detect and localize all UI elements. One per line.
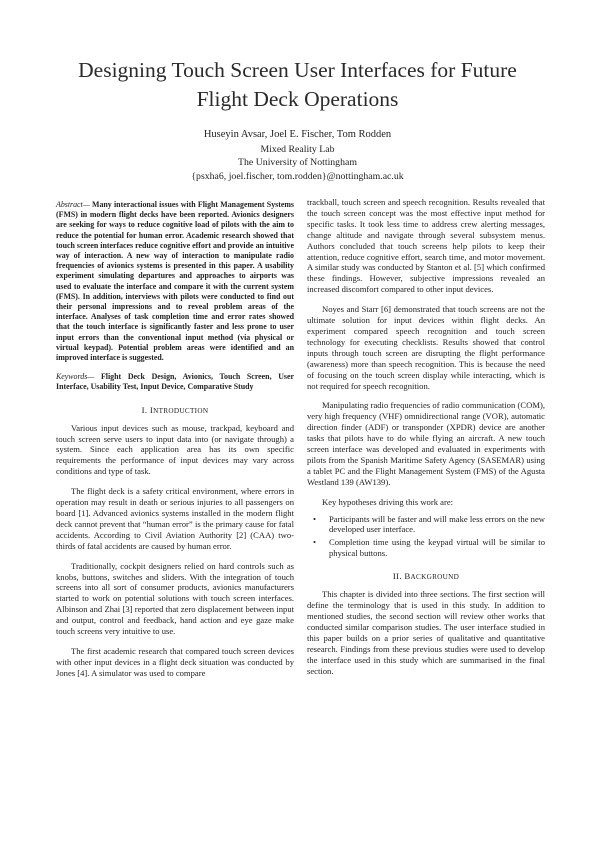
background-paragraph-1: This chapter is divided into three sections. The first section will define the terminology that is used in this study. In addition to mentioned studies, the second section will review other works that conducted similar comparison studies. The user interface studied in this paper builds on a prior series of qualitative and quantitative research. Findings from these previous studies were used to develop the interface used in this study which are summarised in the final section. [307, 589, 545, 676]
left-column [56, 200, 294, 679]
section-heading-introduction [56, 405, 294, 415]
heading-number: I. [141, 404, 150, 415]
heading-initial: I [149, 404, 154, 415]
heading-number: II. [392, 571, 405, 582]
title-line-1: Designing Touch Screen User Interfaces for Future [78, 58, 517, 82]
intro-paragraph-4: The first academic research that compared touch screen devices with other input devices in a flight deck situation was conducted by Jones [4]. A simulator was used to compare [56, 645, 294, 678]
author-names: Huseyin Avsar, Joel E. Fischer, Tom Rodden [203, 129, 392, 140]
intro-paragraph-2: The flight deck is a safety critical environment, where errors in operation may result in death or serious injuries to all passengers on board [1]. Advanced avionics systems installed in the modern flight deck cannot prevent that “human error” is the primary cause for fatal accidents. According to Civil Aviation Authority [2] (CAA) two-thirds of fatal accidents are caused by human error. [56, 486, 294, 551]
hypotheses-list [307, 514, 545, 560]
keywords [56, 372, 294, 392]
bullet-icon: • [313, 537, 317, 548]
intro-paragraph-1: Various input devices such as mouse, trackpad, keyboard and touch screen serve users to input data into (or navigate through) a system. Since each application area has its own specific requirements the performance of input devices may vary across conditions and type of task. [56, 422, 294, 477]
heading-initial: B [404, 571, 411, 582]
abstract [56, 200, 294, 363]
abstract-text: Many interactional issues with Flight Management Systems (FMS) in modern flight decks have been reported. Avionics designers are seeking for ways to reduce cognitive load of pilots with the aim to reduce the potential for human error. Academic research showed that touch screen interfaces reduce cognitive effort and provide an intuitive way of interaction. A new way of interaction to manipulate radio frequencies of avionics systems is presented in this paper. A usability experiment simulating departures and approaches to airports was used to evaluate the interface and compare it with the current system (FMS). In addition, interviews with pilots were conducted to find out their personal impressions and to reveal problem areas of the interface. Analyses of task completion time and error rates showed that the touch interface is significantly faster and less prone to user input errors than the conventional input method (via physical or virtual keypad). Potential problem areas were identified and an improved interface is suggested. [56, 200, 294, 363]
intro-paragraph-6: Noyes and Starr [6] demonstrated that touch screens are not the ultimate solution for input devices within flight decks. An experiment compared speech recognition and touch screen technology for executing checklists. Results showed that control inputs through touch screen are disrupting the flight performance (awareness) more than speech recognition. This is because the need of focusing on the touch screen display while interacting, which is not required for speech recognition. [307, 304, 545, 391]
intro-paragraph-3: Traditionally, cockpit designers relied on hard controls such as knobs, buttons, switches and sliders. With the integration of touch screens into all sort of consumer products, avionics manufacturers started to work on potential solutions with touch screen interfaces. Albinson and Zhai [3] reported that zero displacement between input and output, control and feedback, hand action and eye gaze make touch screens very intuitive to use. [56, 560, 294, 637]
hypothesis-2: Completion time using the keypad virtual will be similar to physical buttons. [329, 537, 545, 559]
keywords-label: Keywords— [56, 372, 95, 382]
list-item [307, 537, 545, 559]
bullet-icon: • [313, 513, 317, 524]
author-block [80, 128, 515, 183]
paper-title [30, 56, 565, 114]
heading-rest: ACKGROUND [410, 573, 460, 582]
intro-paragraph-5: trackball, touch screen and speech recognition. Results revealed that the touch screen concept was the most effective input method for specific tasks. It took less time to address crew alerting messages, change altitude and navigate through several subsystem menus. Authors concluded that touch screens help pilots to keep their attention, reduce cognitive effort, search time, and motor movement. A similar study was conducted by Stanton et al. [5] which confirmed these findings. However, subjective impressions revealed an increased discomfort compared to other input devices. [307, 197, 545, 295]
title-line-2: Flight Deck Operations [196, 87, 399, 111]
heading-rest: NTRODUCTION [153, 406, 209, 415]
author-lab: Mixed Reality Lab [260, 143, 335, 155]
intro-paragraph-7: Manipulating radio frequencies of radio communication (COM), very high frequency (VHF) omnidirectional range (VOR), automatic direction finder (ADF) or transponder (XPDR) device are another tasks that pilots have to do while flying an aircraft. A new touch screen interface was developed and evaluated in experiments with pilots from the Spanish Maritime Safety Agency (SASEMAR) using a tablet PC and the Flight Management System (FMS) of the Agusta Westland 139 (AW139). [307, 400, 545, 487]
hypotheses-intro: Key hypotheses driving this work are: [322, 496, 454, 507]
abstract-label: Abstract— [56, 200, 90, 209]
section-heading-background [307, 571, 545, 581]
author-emails: {psxha6, joel.fischer, tom.rodden}@nottingham.ac.uk [191, 170, 404, 182]
hypothesis-1: Participants will be faster and will make less errors on the new developed user interface. [329, 513, 545, 535]
keywords-text: Flight Deck Design, Avionics, Touch Screen, User Interface, Usability Test, Input Device, Comparative Study [56, 372, 294, 392]
author-university: The University of Nottingham [238, 157, 357, 168]
right-column [307, 197, 545, 676]
list-item [307, 514, 545, 536]
